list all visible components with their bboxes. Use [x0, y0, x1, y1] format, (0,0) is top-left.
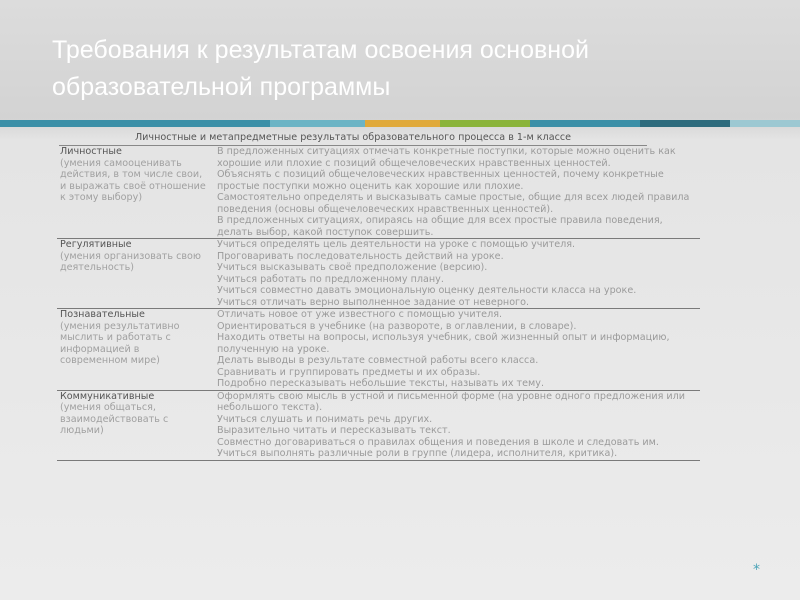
category-cell	[57, 239, 212, 309]
slide-title	[52, 32, 752, 106]
color-bar-segment	[0, 120, 130, 127]
category-description: (умения организовать свою деятельность)	[60, 250, 201, 273]
color-bar-segment	[270, 120, 365, 127]
result-item: Учиться определять цель деятельности на уроке с помощью учителя.	[217, 239, 576, 250]
result-item: Оформлять свою мысль в устной и письменной форме (на уровне одного предложения или небольшого текста).	[217, 390, 686, 413]
results-cell	[212, 239, 700, 309]
color-bar-segment	[640, 120, 730, 127]
results-cell	[212, 390, 700, 460]
table-caption: Личностные и метапредметные результаты образовательного процесса в 1-м классе	[59, 130, 647, 146]
result-item: В предложенных ситуациях отмечать конкретные поступки, которые можно оценить как хорошие или плохие с позиций общечеловеческих нравственных ценностей.	[217, 146, 676, 169]
category-cell	[57, 146, 212, 239]
category-description: (умения результативно мыслить и работать с информацией в современном мире)	[60, 320, 180, 366]
category-description: (умения общаться, взаимодействовать с людьми)	[60, 402, 169, 436]
category-name: Личностные	[60, 146, 122, 157]
result-item: Находить ответы на вопросы, используя учебник, свой жизненный опыт и информацию, полученную на уроке.	[217, 332, 670, 355]
table-row	[57, 239, 700, 309]
category-cell	[57, 390, 212, 460]
slide-title-line-1: Требования к результатам освоения основной	[52, 36, 589, 64]
category-name: Познавательные	[60, 309, 145, 320]
result-item: Проговаривать последовательность действий на уроке.	[217, 250, 504, 262]
result-item: Совместно договариваться о правилах общения и поведения в школе и следовать им.	[217, 436, 659, 448]
color-bar-segment	[365, 120, 440, 127]
color-bar-segment	[130, 120, 270, 127]
result-item: Учиться совместно давать эмоциональную оценку деятельности класса на уроке.	[217, 285, 637, 296]
results-cell	[212, 146, 700, 239]
result-item: Учиться слушать и понимать речь других.	[217, 413, 433, 425]
color-bar-segment	[440, 120, 530, 127]
color-bar	[0, 120, 800, 127]
category-name: Коммуникативные	[60, 390, 155, 402]
result-item: Отличать новое от уже известного с помощью учителя.	[217, 309, 503, 320]
category-name: Регулятивные	[60, 239, 132, 250]
results-grid	[57, 146, 700, 461]
result-item: Делать выводы в результате совместной работы всего класса.	[217, 355, 539, 366]
result-item: Ориентироваться в учебнике (на развороте, в оглавлении, в словаре).	[217, 320, 577, 332]
table-row	[57, 309, 700, 391]
category-cell	[57, 309, 212, 391]
slide-title-line-2: образовательной программы	[52, 73, 391, 101]
color-bar-segment	[730, 120, 800, 127]
result-item: Учиться работать по предложенному плану.	[217, 273, 444, 285]
table-row	[57, 146, 700, 239]
result-item: Учиться высказывать своё предположение (версию).	[217, 262, 488, 273]
result-item: В предложенных ситуациях, опираясь на общие для всех простые правила поведения, делать выбор, какой поступок совершить.	[217, 215, 663, 238]
result-item: Самостоятельно определять и высказывать самые простые, общие для всех людей правила поведения (основы общечеловеческих нравственных ценностей).	[217, 192, 690, 215]
result-item: Сравнивать и группировать предметы и их образы.	[217, 366, 481, 378]
result-item: Учиться выполнять различные роли в группе (лидера, исполнителя, критика).	[217, 448, 618, 459]
result-item: Объяснять с позиций общечеловеческих нравственных ценностей, почему конкретные простые поступки можно оценить как хорошие или плохие.	[217, 169, 664, 192]
result-item: Подробно пересказывать небольшие тексты, называть их тему.	[217, 378, 545, 389]
results-table	[57, 130, 700, 550]
results-cell	[212, 309, 700, 391]
table-row	[57, 390, 700, 460]
color-bar-segment	[530, 120, 640, 127]
result-item: Учиться отличать верно выполненное задание от неверного.	[217, 296, 530, 308]
result-item: Выразительно читать и пересказывать текст.	[217, 425, 451, 436]
category-description: (умения самооценивать действия, в том числе свои, и выражать своё отношение к этому выбору)	[60, 157, 206, 203]
footer-star: *	[753, 562, 760, 578]
